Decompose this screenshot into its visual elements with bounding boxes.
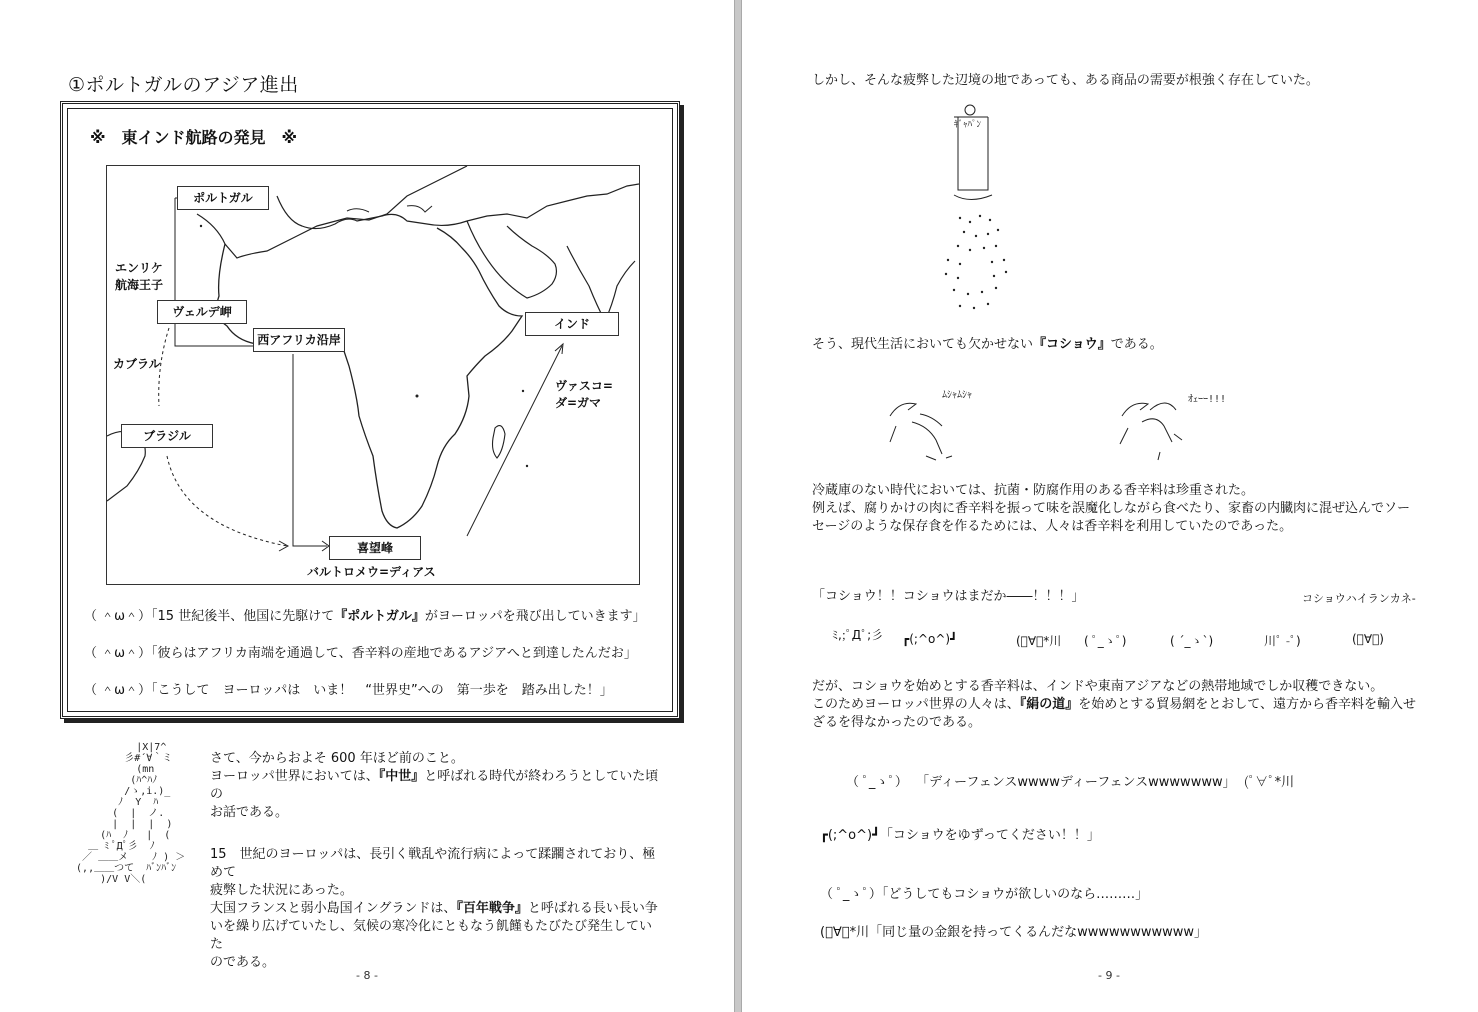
- label-brazil: ブラジル: [121, 424, 213, 448]
- pepper-shaker-art: [940, 100, 1040, 320]
- section-title: ①ポルトガルのアジア進出: [68, 74, 299, 96]
- left-page: [0, 0, 734, 1012]
- pepper-side-text: コショウハイランカネ-: [1302, 592, 1416, 605]
- right-paragraph-2: だが、コショウを始めとする香辛料は、インドや東南アジアなどの熱帯地域でしか収穫できない。 このためヨーロッパ世界の人々は、『絹の道』を始めとする貿易網をとおして、遠方から香辛料を輸入せ ざるを得なかったのである。: [812, 679, 1417, 730]
- face-7: (ﾟ∀ﾟ): [1352, 632, 1384, 646]
- label-good-hope: 喜望峰: [329, 536, 421, 560]
- quote-3: （ ＾ω＾）「こうして ヨーロッパは いま！ “世界史”への 第一歩を 踏み出した！」: [84, 683, 613, 698]
- label-vasco: ヴァスコ=: [555, 379, 613, 393]
- quote-1: （ ＾ω＾）「15 世紀後半、他国に先駆けて『ポルトガル』がヨーロッパを飛び出していきます」: [84, 609, 646, 624]
- label-cabral: カブラル: [113, 357, 161, 371]
- label-cape-verde: ヴェルデ岬: [157, 300, 247, 324]
- label-dias: バルトロメウ=ディアス: [307, 565, 436, 579]
- face-5: ( ´_ゝ`): [1170, 634, 1214, 648]
- intro-paragraph-1: さて、今からおよそ 600 年ほど前のこと。 ヨーロッパ世界においては、『中世』と呼ばれる時代が終わろうとしていた頃の お話である。: [210, 751, 659, 820]
- right-paragraph-1: 冷蔵庫のない時代においては、抗菌・防腐作用のある香辛料は珍重された。 例えば、腐りかけの肉に香辛料を振って味を誤魔化しながら食べたり、家畜の内臓肉に混ぜ込んでソー セージのような保存食を作るためには、人々は香辛料を利用していたのであった。: [812, 483, 1411, 534]
- box-heading: ※ 東インド航路の発見 ※: [90, 128, 298, 147]
- face-2: ┏(;^o^)┛: [902, 632, 958, 646]
- face-4: ( ﾟ_ゝﾟ): [1084, 634, 1127, 648]
- map-drawing: [107, 166, 639, 584]
- ascii-art-figure: |X|7^ 彡#´∀｀ミ (mn (ﾊ^ﾊﾉ /ゝ,i.)_ ﾉ Y ﾊ ( | ノ. | | | ) (ﾊ ﾉ | ( ＿ ﾐ ﾟДﾟ彡 ﾉ ／ ＿＿メ ﾉ ) ＞ (,,＿＿つて ﾊﾞﾝﾊﾞﾝ )/V V＼(: [76, 742, 186, 885]
- label-portugal: ポルトガル: [177, 186, 269, 210]
- label-west-africa: 西アフリカ沿岸: [253, 328, 345, 352]
- dialog-line-1: （ ﾟ_ゝﾟ） 「ディーフェンスwwwwディーフェンスwwwwwww」 (ﾟ∀ﾟ*川: [846, 775, 1295, 790]
- info-box: [60, 101, 680, 719]
- intro-paragraph-3: 大国フランスと弱小島国イングランドは、『百年戦争』と呼ばれる長い長い争 いを繰り広げていたし、気候の寒冷化にともなう飢饉もたびたび発生していた のである。: [210, 901, 658, 970]
- face-6: 川ﾟ -ﾟ): [1264, 634, 1301, 648]
- pepper-cry: 「コショウ！！コショウはまだか――！！！」: [812, 589, 1085, 604]
- book-spine: [734, 0, 742, 1012]
- label-vasco-2: ダ=ガマ: [555, 396, 602, 410]
- page-number-left: - 8 -: [356, 969, 378, 982]
- face-1: ﾐ,;ﾟДﾟ;彡: [832, 628, 884, 642]
- intro-paragraph-2: 15 世紀のヨーロッパは、長引く戦乱や流行病によって蹂躙されており、極めて 疲弊した状況にあった。: [210, 847, 656, 898]
- right-line-1: しかし、そんな疲弊した辺境の地であっても、ある商品の需要が根強く存在していた。: [812, 73, 1319, 88]
- choking-art: [1112, 386, 1252, 466]
- route-map: [106, 165, 640, 585]
- dialog-line-4: (ﾟ∀ﾟ*川「同じ量の金銀を持ってくるんだなwwwwwwwwwww」: [820, 925, 1208, 940]
- pepper-shaker-drawing: [940, 100, 1040, 320]
- right-line-2: そう、現代生活においても欠かせない『コショウ』である。: [812, 337, 1163, 352]
- eating-art: [882, 386, 1022, 466]
- dialog-line-3: （ ﾟ_ゝﾟ）「どうしてもコショウが欲しいのなら………」: [820, 887, 1149, 902]
- quote-2: （ ＾ω＾）「彼らはアフリカ南端を通過して、香辛料の産地であるアジアへと到達したんだお」: [84, 646, 637, 661]
- label-henrique: エンリケ: [115, 261, 163, 275]
- page-number-right: - 9 -: [1098, 969, 1120, 982]
- aa-gyapan: ｷﾞｬﾊﾟﾝ: [954, 120, 982, 130]
- label-india: インド: [525, 312, 619, 336]
- aa-oe: ｵｪｰｰ!!!: [1188, 394, 1227, 405]
- aa-musha: ﾑｼｬﾑｼｬ: [942, 390, 972, 401]
- label-henrique-2: 航海王子: [115, 278, 164, 292]
- choking-drawing: [1112, 386, 1252, 466]
- right-page: [742, 0, 1478, 1012]
- face-3: (ﾟ∀ﾟ*川: [1016, 634, 1062, 648]
- dialog-line-2: ┏(;^o^)┛「コショウをゆずってください！！」: [820, 828, 1100, 843]
- faces-row: [832, 622, 1432, 652]
